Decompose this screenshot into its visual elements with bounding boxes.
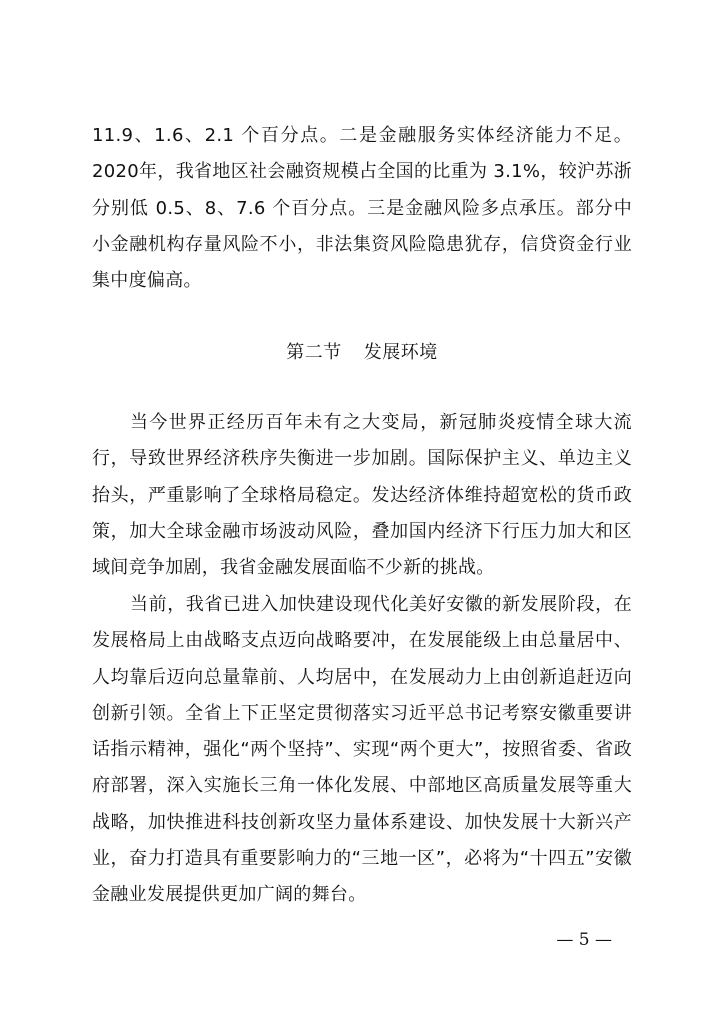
paragraph-continued: 11.9、1.6、2.1 个百分点。二是金融服务实体经济能力不足。2020年，我省地区社会融资规模占全国的比重为 3.1%，较沪苏浙分别低 0.5、8、7.6 个百分点。三是金融风险多点承压。部分中小金融机构存量风险不小，非法集资风险隐患犹存，信贷资金行业集中度偏高。	[92, 125, 632, 292]
paragraph-development-environment: 当今世界正经历百年未有之大变局，新冠肺炎疫情全球大流行，导致世界经济秩序失衡进一步加剧。国际保护主义、单边主义抬头，严重影响了全球格局稳定。发达经济体维持超宽松的货币政策，加大全球金融市场波动风险，叠加国内经济下行压力加大和区域间竞争加剧，我省金融发展面临不少新的挑战。	[92, 412, 632, 579]
page-number: — 5 —	[556, 930, 612, 950]
paragraph-current-stage: 当前，我省已进入加快建设现代化美好安徽的新发展阶段，在发展格局上由战略支点迈向战略要冲，在发展能级上由总量居中、人均靠后迈向总量靠前、人均居中，在发展动力上由创新追赶迈向创新引领。全省上下正坚定贯彻落实习近平总书记考察安徽重要讲话指示精神，强化“两个坚持”、实现“两个更大”，按照省委、省政府部署，深入实施长三角一体化发展、中部地区高质量发展等重大战略，加快推进科技创新攻坚力量体系建设、加快发展十大新兴产业，奋力打造具有重要影响力的“三地一区”，必将为“十四五”安徽金融业发展提供更加广阔的舞台。	[92, 594, 632, 906]
section-title: 发展环境	[363, 342, 438, 363]
section-heading	[0, 338, 724, 368]
section-number: 第二节	[286, 342, 342, 363]
